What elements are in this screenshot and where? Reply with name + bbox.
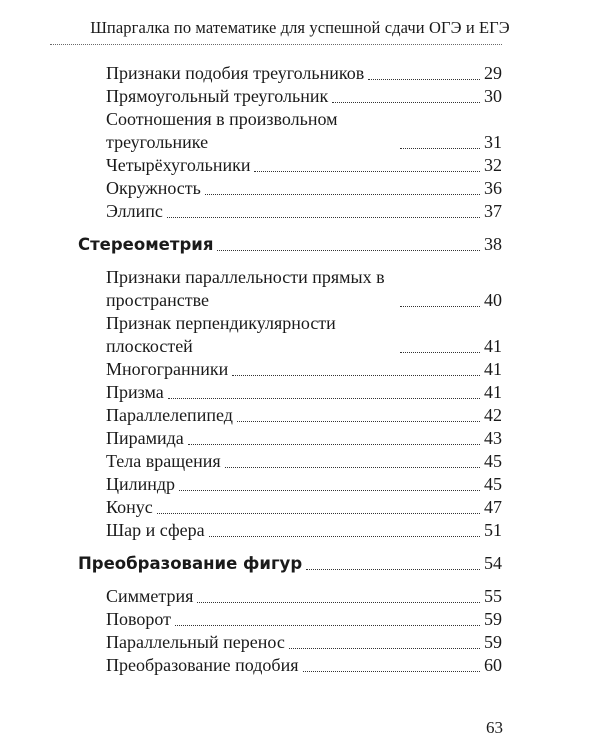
dot-leader <box>306 569 480 570</box>
dot-leader <box>209 536 480 537</box>
toc-section-title: Преобразование фигур <box>78 554 303 573</box>
toc-entry-page: 45 <box>484 474 502 494</box>
toc-entry[interactable] <box>106 266 502 312</box>
toc-entry-title: Эллипс <box>106 201 163 221</box>
toc-entry-page: 41 <box>484 359 502 379</box>
page-number: 63 <box>486 718 503 737</box>
toc-entry-title: Признаки подобия треугольников <box>106 63 365 83</box>
toc-entry-page: 42 <box>484 405 502 425</box>
toc-entry-title: Признаки параллельности прямых в пространстве <box>106 267 385 310</box>
toc-entry-page: 51 <box>484 520 502 540</box>
toc-entry-page: 29 <box>484 63 502 83</box>
toc-entry-page: 47 <box>484 497 502 517</box>
toc-entry[interactable] <box>106 427 502 450</box>
dot-leader <box>400 148 480 149</box>
dot-leader <box>217 250 480 251</box>
toc-entry-page: 41 <box>484 382 502 402</box>
toc-entry[interactable] <box>106 200 502 223</box>
toc-entry-page: 30 <box>484 86 502 106</box>
dot-leader <box>167 217 480 218</box>
toc-entry[interactable] <box>106 608 502 631</box>
dot-leader <box>303 671 481 672</box>
header-divider <box>50 44 502 45</box>
toc-entry[interactable] <box>106 154 502 177</box>
dot-leader <box>168 398 480 399</box>
toc-entry-title: Цилиндр <box>106 474 176 494</box>
toc-entry-page: 59 <box>484 609 502 629</box>
toc-entry-title: Симметрия <box>106 586 194 606</box>
toc-entry[interactable] <box>106 585 502 608</box>
toc-entry-title: Многогранники <box>106 359 229 379</box>
toc-entry[interactable] <box>106 654 502 677</box>
dot-leader <box>188 444 480 445</box>
toc-entry-page: 59 <box>484 632 502 652</box>
dot-leader <box>368 79 480 80</box>
toc-section-page: 54 <box>484 553 502 573</box>
toc-entry[interactable] <box>106 473 502 496</box>
dot-leader <box>332 102 480 103</box>
toc-entry[interactable] <box>106 62 502 85</box>
toc-entry-title: Преобразование подобия <box>106 655 299 675</box>
toc-entry-page: 31 <box>484 132 502 152</box>
dot-leader <box>237 421 480 422</box>
toc-entry-title: Поворот <box>106 609 172 629</box>
toc-entry-page: 43 <box>484 428 502 448</box>
toc-entry-title: Конус <box>106 497 153 517</box>
toc-entry[interactable] <box>106 496 502 519</box>
dot-leader <box>197 602 480 603</box>
dot-leader <box>175 625 480 626</box>
toc-entry-page: 32 <box>484 155 502 175</box>
toc-entry-page: 40 <box>484 290 502 310</box>
toc-entry[interactable] <box>106 450 502 473</box>
toc-entry-title: Пирамида <box>106 428 184 448</box>
dot-leader <box>225 467 480 468</box>
toc-section-title: Стереометрия <box>78 235 214 254</box>
toc-entry-title: Шар и сфера <box>106 520 205 540</box>
toc-entry-title: Параллельный перенос <box>106 632 285 652</box>
dot-leader <box>254 171 480 172</box>
dot-leader <box>157 513 480 514</box>
dot-leader <box>289 648 480 649</box>
toc-entry[interactable] <box>106 381 502 404</box>
toc-entry-title: Соотношения в произвольном треугольнике <box>106 109 338 152</box>
toc-section-stereometry[interactable] <box>78 233 502 256</box>
toc-entry[interactable] <box>106 85 502 108</box>
toc-entry-title: Признак перпендикулярности плоскостей <box>106 313 336 356</box>
dot-leader <box>205 194 480 195</box>
toc-entry-page: 55 <box>484 586 502 606</box>
toc-entry[interactable] <box>106 177 502 200</box>
toc-entry[interactable] <box>106 631 502 654</box>
toc-entry-title: Тела вращения <box>106 451 221 471</box>
dot-leader <box>400 306 480 307</box>
toc-section-page: 38 <box>484 234 502 254</box>
dot-leader <box>400 352 480 353</box>
toc-entry-title: Окружность <box>106 178 201 198</box>
toc-entry[interactable] <box>106 312 502 358</box>
table-of-contents <box>78 62 502 677</box>
toc-entry-title: Призма <box>106 382 164 402</box>
toc-entry-title: Четырёхугольники <box>106 155 251 175</box>
dot-leader <box>179 490 480 491</box>
toc-entry[interactable] <box>106 108 502 154</box>
toc-entry-page: 41 <box>484 336 502 356</box>
toc-entry[interactable] <box>106 519 502 542</box>
dot-leader <box>232 375 480 376</box>
toc-entry-title: Прямоугольный треугольник <box>106 86 329 106</box>
toc-entry[interactable] <box>106 404 502 427</box>
toc-entry-page: 37 <box>484 201 502 221</box>
toc-entry-page: 45 <box>484 451 502 471</box>
toc-entry-title: Параллелепипед <box>106 405 233 425</box>
toc-section-transformations[interactable] <box>78 552 502 575</box>
running-header: Шпаргалка по математике для успешной сдачи ОГЭ и ЕГЭ <box>90 18 510 37</box>
toc-entry-page: 36 <box>484 178 502 198</box>
toc-entry-page: 60 <box>484 655 502 675</box>
toc-entry[interactable] <box>106 358 502 381</box>
